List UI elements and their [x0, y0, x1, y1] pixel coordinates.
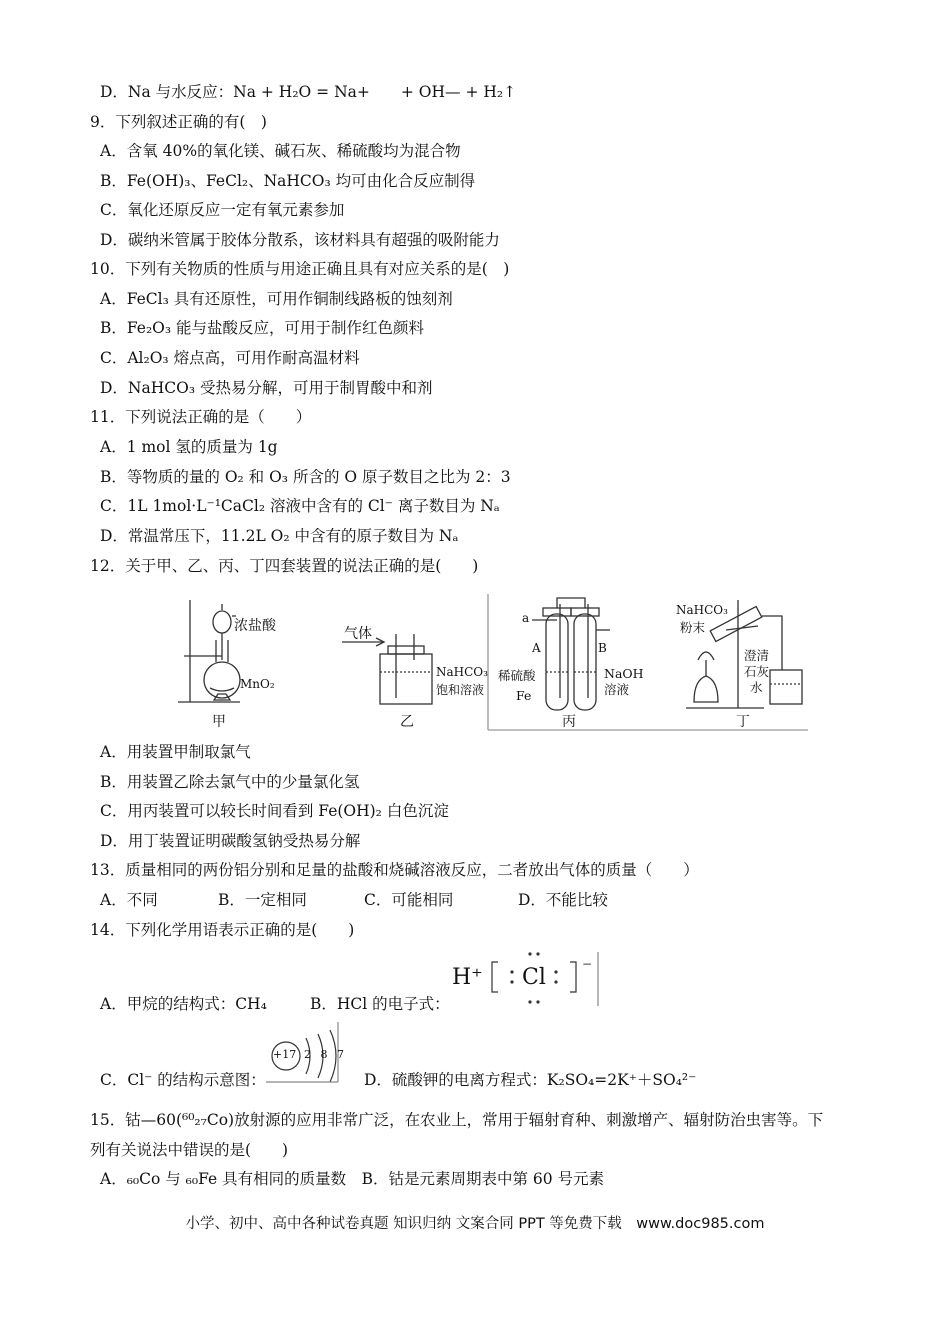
cl-shells: 2 8 7 [304, 1048, 347, 1061]
q12-option-a: A．用装置甲制取氯气 [100, 743, 251, 761]
question-13: 13．质量相同的两份铝分别和足量的盐酸和烧碱溶液反应，二者放出气体的质量（ ） [90, 861, 699, 879]
label-ding: 丁 [736, 714, 750, 730]
label-clear: 澄清 [744, 648, 770, 663]
q10-option-c: C．Al₂O₃ 熔点高，可用作耐高温材料 [100, 349, 360, 367]
q15-options-ab: A．₆₀Co 与 ₆₀Fe 具有相同的质量数 B．钴是元素周期表中第 60 号元素 [100, 1170, 605, 1188]
hcl-cl: Cl [522, 965, 546, 990]
q13-option-a: A．不同 [100, 891, 158, 909]
label-tube-a: A [532, 641, 541, 655]
cl-nucleus: +17 [273, 1048, 297, 1061]
q9-option-c: C．氧化还原反应一定有氧元素参加 [100, 201, 345, 219]
label-naoh: NaOH [604, 666, 644, 681]
q13-option-d: D．不能比较 [518, 891, 608, 909]
label-a: a [522, 611, 530, 625]
page-footer: 小学、初中、高中各种试卷真题 知识归纳 文案合同 PPT 等免费下载 www.doc985.com [185, 1216, 765, 1232]
question-14: 14．下列化学用语表示正确的是( ) [90, 921, 355, 939]
label-powder: 粉末 [680, 620, 706, 635]
question-9: 9．下列叙述正确的有( ) [90, 113, 267, 131]
q10-option-b: B．Fe₂O₃ 能与盐酸反应，可用于制作红色颜料 [100, 319, 425, 337]
q9-option-b: B．Fe(OH)₃、FeCl₂、NaHCO₃ 均可由化合反应制得 [100, 172, 476, 190]
q14-option-a: A．甲烷的结构式：CH₄ [100, 995, 267, 1013]
label-nahco3-yi: NaHCO₃ [436, 665, 488, 679]
label-bing: 丙 [562, 714, 576, 730]
label-lime: 石灰 [744, 664, 770, 679]
label-gas: 气体 [344, 626, 372, 642]
label-nahco3-ding: NaHCO₃ [676, 603, 728, 617]
q13-option-c: C．可能相同 [364, 891, 454, 909]
question-11: 11．下列说法正确的是（ ） [90, 408, 312, 426]
q12-option-d: D．用丁装置证明碳酸氢钠受热易分解 [100, 832, 361, 850]
q11-option-c: C．1L 1mol·L⁻¹CaCl₂ 溶液中含有的 Cl⁻ 离子数目为 Nₐ [100, 497, 500, 515]
q14-option-d: D．硫酸钾的电离方程式：K₂SO₄=2K⁺＋SO₄²⁻ [364, 1071, 697, 1089]
label-saturated: 饱和溶液 [436, 683, 485, 697]
q8-option-d: D．Na 与水反应：Na + H₂O = Na+ + OH— + H₂↑ [100, 83, 517, 101]
question-15: 15．钴—60(⁶⁰₂₇Co)放射源的应用非常广泛，在农业上，常用于辐射育种、刺激增产、辐射防治虫害等。下 [90, 1111, 824, 1129]
label-yi: 乙 [400, 714, 414, 730]
q9-option-d: D．碳纳米管属于胶体分散系，该材料具有超强的吸附能力 [100, 231, 500, 249]
q13-option-b: B．一定相同 [218, 891, 307, 909]
q11-option-b: B．等物质的量的 O₂ 和 O₃ 所含的 O 原子数目之比为 2：3 [100, 468, 511, 486]
label-tube-b: B [598, 641, 607, 655]
q11-option-d: D．常温常压下，11.2L O₂ 中含有的原子数目为 Nₐ [100, 527, 459, 545]
question-12: 12．关于甲、乙、丙、丁四套装置的说法正确的是( ) [90, 557, 479, 575]
q11-option-a: A．1 mol 氢的质量为 1g [100, 438, 278, 456]
label-conc-hcl: 浓盐酸 [234, 618, 276, 634]
label-jia: 甲 [212, 714, 226, 730]
label-dilute-h2so4: 稀硫酸 [498, 668, 536, 683]
q14-option-b: B．HCl 的电子式： [310, 995, 450, 1013]
label-mno2: MnO₂ [240, 677, 275, 691]
q10-option-a: A．FeCl₃ 具有还原性，可用作铜制线路板的蚀刻剂 [100, 290, 453, 308]
q10-option-d: D．NaHCO₃ 受热易分解，可用于制胃酸中和剂 [100, 379, 433, 397]
svg-text:−: − [582, 957, 593, 971]
label-fe: Fe [516, 688, 532, 703]
cl-structure-diagram [266, 1020, 347, 1084]
hcl-electron-formula [452, 950, 602, 1008]
q14-option-c: C．Cl⁻ 的结构示意图： [100, 1071, 266, 1089]
q12-option-b: B．用装置乙除去氯气中的少量氯化氢 [100, 773, 360, 791]
hcl-h-ion: H⁺ [452, 965, 483, 990]
q12-option-c: C．用丙装置可以较长时间看到 Fe(OH)₂ 白色沉淀 [100, 802, 449, 820]
question-10: 10．下列有关物质的性质与用途正确且具有对应关系的是( ) [90, 260, 510, 278]
label-water: 水 [750, 680, 763, 695]
apparatus-figures [170, 590, 810, 736]
q9-option-a: A．含氧 40%的氧化镁、碱石灰、稀硫酸均为混合物 [100, 142, 461, 160]
question-15-cont: 列有关说法中错误的是( ) [90, 1141, 289, 1159]
label-solution: 溶液 [604, 682, 630, 697]
